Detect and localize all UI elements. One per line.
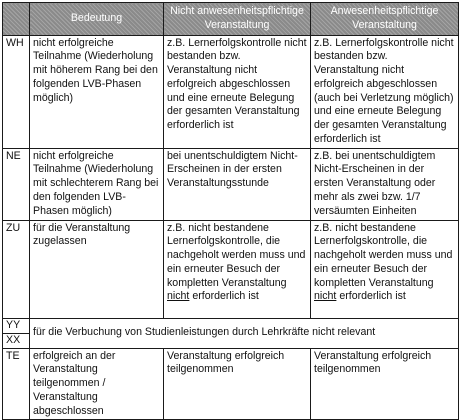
text-segment: erforderlich ist <box>336 290 406 303</box>
row-non-mandatory <box>164 220 311 318</box>
row-non-mandatory: Veranstaltung erfolgreich teilgenommen <box>164 348 311 420</box>
header-meaning: Bedeutung <box>30 3 164 36</box>
row-merged-note: für die Verbuchung von Studienleistungen durch Lehrkräfte nicht relevant <box>30 318 459 348</box>
table-row <box>3 318 459 333</box>
header-code <box>3 3 30 36</box>
table-row <box>3 148 459 220</box>
header-row <box>3 3 459 36</box>
row-code: NE <box>3 148 30 220</box>
table-row <box>3 35 459 148</box>
row-non-mandatory: z.B. Lernerfolgskontrolle nicht bestanden bzw. Veranstaltung nicht erfolgreich abgeschlossen und eine erneute Belegung der gesamten Veranstaltung erforderlich ist <box>164 35 311 148</box>
status-codes-table <box>2 2 459 420</box>
row-code: XX <box>3 333 30 348</box>
row-meaning: nicht erfolgreiche Teilnahme (Wiederholung mit schlechterem Rang bei den folgenden LVB-Phasen möglich) <box>30 148 164 220</box>
row-meaning: nicht erfolgreiche Teilnahme (Wiederholung mit höherem Rang bei den folgenden LVB-Phasen möglich) <box>30 35 164 148</box>
row-mandatory: z.B. bei unentschuldigtem Nicht-Erscheinen in der ersten Veranstaltung oder mehr als zwei bzw. 1/7 versäumten Einheiten <box>311 148 459 220</box>
text-segment: z.B. nicht bestandene Lernerfolgskontrolle, die nachgeholt werden muss und ein erneuter Besuch der kompletten Veranstaltung <box>167 221 306 289</box>
row-code: WH <box>3 35 30 148</box>
header-mandatory: Anwesenheitspflichtige Veranstaltung <box>311 3 459 36</box>
row-code: TE <box>3 348 30 420</box>
header-non-mandatory: Nicht anwesenheitspflichtige Veranstaltung <box>164 3 311 36</box>
row-mandatory: Veranstaltung erfolgreich teilgenommen <box>311 348 459 420</box>
row-meaning: erfolgreich an der Veranstaltung teilgenommen / Veranstaltung abgeschlossen <box>30 348 164 420</box>
row-code: YY <box>3 318 30 333</box>
underlined-word: nicht <box>314 290 337 303</box>
row-mandatory: z.B. Lernerfolgskontrolle nicht bestanden bzw. Veranstaltung nicht erfolgreich abgeschlossen (auch bei Verletzung möglich) und eine erneute Belegung der gesamten Veranstaltung erforderlich ist <box>311 35 459 148</box>
text-segment: erforderlich ist <box>189 290 259 303</box>
text-segment: z.B. nicht bestandene Lernerfolgskontrolle, die nachgeholt werden muss und ein erneuter Besuch der kompletten Veranstaltung <box>314 221 453 289</box>
table-row <box>3 220 459 318</box>
row-meaning: für die Veranstaltung zugelassen <box>30 220 164 318</box>
row-code: ZU <box>3 220 30 318</box>
row-non-mandatory: bei unentschuldigtem Nicht-Erscheinen in der ersten Veranstaltungsstunde <box>164 148 311 220</box>
underlined-word: nicht <box>167 290 190 303</box>
row-mandatory <box>311 220 459 318</box>
table-row <box>3 348 459 420</box>
